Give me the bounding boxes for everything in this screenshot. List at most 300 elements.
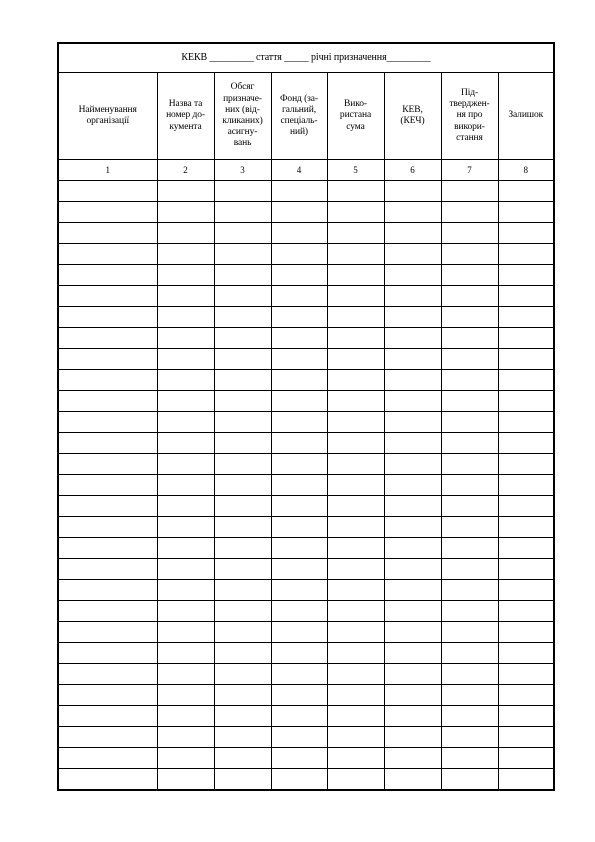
entry-cell[interactable] (384, 747, 441, 768)
entry-cell[interactable] (498, 327, 554, 348)
entry-cell[interactable] (157, 369, 214, 390)
entry-cell[interactable] (214, 180, 271, 201)
table-row (58, 222, 554, 243)
column-header-line: номер до- (166, 110, 205, 121)
entry-cell[interactable] (214, 348, 271, 369)
column-header-8 (498, 73, 554, 159)
entry-cell[interactable] (58, 348, 157, 369)
entry-cell[interactable] (157, 285, 214, 306)
entry-cell[interactable] (214, 243, 271, 264)
column-header-line: тверджен- (449, 99, 490, 110)
entry-cell[interactable] (58, 474, 157, 495)
entry-cell[interactable] (271, 453, 327, 474)
entry-cell[interactable] (327, 663, 384, 684)
entry-cell[interactable] (271, 306, 327, 327)
entry-cell[interactable] (58, 558, 157, 579)
entry-cell[interactable] (214, 705, 271, 726)
entry-cell[interactable] (498, 537, 554, 558)
entry-cell[interactable] (327, 768, 384, 790)
entry-cell[interactable] (157, 516, 214, 537)
entry-cell[interactable] (498, 516, 554, 537)
entry-cell[interactable] (384, 705, 441, 726)
entry-cell[interactable] (58, 306, 157, 327)
entry-cell[interactable] (441, 537, 498, 558)
entry-cell[interactable] (327, 201, 384, 222)
entry-cell[interactable] (271, 474, 327, 495)
entry-cell[interactable] (58, 516, 157, 537)
entry-cell[interactable] (441, 663, 498, 684)
table-row (58, 201, 554, 222)
column-header-line: організації (86, 116, 130, 126)
column-header-line: Вико- (344, 99, 367, 110)
entry-cell[interactable] (271, 243, 327, 264)
entry-cell[interactable] (327, 600, 384, 621)
table-row (58, 474, 554, 495)
entry-cell[interactable] (498, 726, 554, 747)
entry-cell[interactable] (441, 747, 498, 768)
entry-cell[interactable] (58, 453, 157, 474)
entry-cell[interactable] (214, 684, 271, 705)
entry-cell[interactable] (384, 390, 441, 411)
entry-cell[interactable] (384, 201, 441, 222)
column-header-line: призначе- (223, 93, 262, 104)
entry-cell[interactable] (271, 537, 327, 558)
entry-cell[interactable] (214, 474, 271, 495)
entry-cell[interactable] (327, 642, 384, 663)
entry-cell[interactable] (157, 432, 214, 453)
entry-cell[interactable] (441, 411, 498, 432)
entry-cell[interactable] (157, 243, 214, 264)
table-row (58, 432, 554, 453)
entry-cell[interactable] (214, 201, 271, 222)
table-row (58, 180, 554, 201)
table-row (58, 243, 554, 264)
entry-cell[interactable] (441, 495, 498, 516)
entry-cell[interactable] (58, 747, 157, 768)
entry-cell[interactable] (327, 516, 384, 537)
entry-cell[interactable] (271, 768, 327, 790)
entry-cell[interactable] (498, 453, 554, 474)
entry-cell[interactable] (384, 537, 441, 558)
entry-cell[interactable] (58, 222, 157, 243)
entry-cell[interactable] (384, 768, 441, 790)
entry-cell[interactable] (157, 705, 214, 726)
column-header-7 (441, 73, 498, 159)
entry-cell[interactable] (271, 705, 327, 726)
entry-cell[interactable] (327, 537, 384, 558)
entry-cell[interactable] (384, 579, 441, 600)
entry-cell[interactable] (271, 432, 327, 453)
entry-cell[interactable] (58, 663, 157, 684)
entry-cell[interactable] (157, 747, 214, 768)
column-header-line: викори- (454, 121, 485, 132)
column-header-line: (КЕЧ) (400, 116, 425, 126)
entry-cell[interactable] (327, 558, 384, 579)
entry-cell[interactable] (384, 306, 441, 327)
entry-cell[interactable] (271, 495, 327, 516)
entry-cell[interactable] (327, 306, 384, 327)
column-header-line: Під- (460, 88, 479, 98)
column-header-line: Найменування (78, 104, 137, 115)
column-number: 8 (498, 159, 554, 180)
entry-cell[interactable] (58, 201, 157, 222)
entry-cell[interactable] (157, 663, 214, 684)
column-header-line: Обсяг (230, 82, 255, 93)
entry-cell[interactable] (441, 432, 498, 453)
entry-cell[interactable] (498, 201, 554, 222)
entry-cell[interactable] (384, 600, 441, 621)
entry-cell[interactable] (498, 180, 554, 201)
entry-cell[interactable] (271, 642, 327, 663)
table-row (58, 705, 554, 726)
entry-cell[interactable] (58, 495, 157, 516)
entry-cell[interactable] (214, 516, 271, 537)
column-header-line: КЕВ, (402, 104, 423, 115)
column-header-6 (384, 73, 441, 159)
entry-cell[interactable] (214, 453, 271, 474)
entry-cell[interactable] (498, 768, 554, 790)
column-header-line: Залишок (508, 110, 544, 121)
entry-cell[interactable] (327, 390, 384, 411)
table-row (58, 306, 554, 327)
entry-cell[interactable] (157, 348, 214, 369)
entry-cell[interactable] (498, 642, 554, 663)
entry-cell[interactable] (498, 663, 554, 684)
column-header-line: кумента (169, 121, 202, 132)
entry-cell[interactable] (214, 411, 271, 432)
entry-cell[interactable] (214, 600, 271, 621)
entry-cell[interactable] (214, 768, 271, 790)
entry-cell[interactable] (271, 264, 327, 285)
entry-cell[interactable] (214, 432, 271, 453)
ledger-form (57, 42, 553, 791)
entry-cell[interactable] (214, 663, 271, 684)
entry-cell[interactable] (157, 621, 214, 642)
entry-cell[interactable] (441, 642, 498, 663)
entry-cell[interactable] (327, 222, 384, 243)
entry-cell[interactable] (271, 516, 327, 537)
table-row (58, 348, 554, 369)
entry-cell[interactable] (157, 600, 214, 621)
entry-cell[interactable] (58, 726, 157, 747)
entry-cell[interactable] (58, 390, 157, 411)
entry-cell[interactable] (498, 432, 554, 453)
entry-cell[interactable] (498, 558, 554, 579)
entry-cell[interactable] (214, 726, 271, 747)
entry-cell[interactable] (441, 621, 498, 642)
entry-cell[interactable] (214, 306, 271, 327)
entry-cell[interactable] (58, 705, 157, 726)
entry-cell[interactable] (498, 621, 554, 642)
entry-cell[interactable] (214, 621, 271, 642)
entry-cell[interactable] (271, 348, 327, 369)
entry-cell[interactable] (214, 285, 271, 306)
entry-cell[interactable] (58, 537, 157, 558)
column-header-line: ристана (339, 110, 372, 121)
entry-cell[interactable] (157, 474, 214, 495)
column-number: 7 (441, 159, 498, 180)
header-row (58, 73, 554, 159)
entry-cell[interactable] (58, 684, 157, 705)
table-row (58, 264, 554, 285)
entry-cell[interactable] (441, 726, 498, 747)
entry-cell[interactable] (271, 558, 327, 579)
entry-cell[interactable] (58, 180, 157, 201)
entry-cell[interactable] (157, 201, 214, 222)
table-row (58, 600, 554, 621)
column-number: 6 (384, 159, 441, 180)
entry-cell[interactable] (498, 579, 554, 600)
entry-cell[interactable] (384, 411, 441, 432)
entry-cell[interactable] (157, 768, 214, 790)
entry-cell[interactable] (327, 180, 384, 201)
table-row (58, 453, 554, 474)
entry-cell[interactable] (58, 432, 157, 453)
entry-cell[interactable] (441, 684, 498, 705)
entry-cell[interactable] (58, 768, 157, 790)
entry-cell[interactable] (214, 390, 271, 411)
entry-cell[interactable] (384, 432, 441, 453)
entry-cell[interactable] (441, 348, 498, 369)
entry-cell[interactable] (441, 264, 498, 285)
entry-cell[interactable] (327, 726, 384, 747)
entry-cell[interactable] (157, 558, 214, 579)
entry-cell[interactable] (384, 222, 441, 243)
entry-cell[interactable] (327, 348, 384, 369)
entry-cell[interactable] (271, 684, 327, 705)
entry-cell[interactable] (384, 558, 441, 579)
entry-cell[interactable] (327, 243, 384, 264)
entry-cell[interactable] (498, 474, 554, 495)
entry-cell[interactable] (58, 579, 157, 600)
entry-cell[interactable] (214, 747, 271, 768)
entry-cell[interactable] (214, 495, 271, 516)
entry-cell[interactable] (327, 285, 384, 306)
entry-cell[interactable] (271, 600, 327, 621)
entry-cell[interactable] (58, 600, 157, 621)
column-header-line: спеціаль- (280, 116, 318, 126)
entry-cell[interactable] (498, 369, 554, 390)
entry-cell[interactable] (327, 474, 384, 495)
entry-cell[interactable] (498, 264, 554, 285)
table-row (58, 726, 554, 747)
entry-cell[interactable] (441, 558, 498, 579)
entry-cell[interactable] (58, 285, 157, 306)
column-header-line: Назва та (168, 99, 203, 110)
entry-cell[interactable] (441, 579, 498, 600)
entry-cell[interactable] (214, 558, 271, 579)
entry-cell[interactable] (327, 579, 384, 600)
column-header-line: вань (233, 138, 252, 149)
entry-cell[interactable] (271, 411, 327, 432)
entry-cell[interactable] (384, 474, 441, 495)
entry-cell[interactable] (214, 222, 271, 243)
entry-cell[interactable] (157, 453, 214, 474)
entry-cell[interactable] (441, 768, 498, 790)
entry-cell[interactable] (498, 306, 554, 327)
column-number-row (58, 159, 554, 180)
entry-cell[interactable] (441, 474, 498, 495)
entry-cell[interactable] (271, 180, 327, 201)
entry-cell[interactable] (58, 411, 157, 432)
entry-cell[interactable] (214, 264, 271, 285)
entry-cell[interactable] (157, 306, 214, 327)
entry-cell[interactable] (498, 600, 554, 621)
entry-cell[interactable] (271, 663, 327, 684)
entry-cell[interactable] (384, 621, 441, 642)
column-header-line: ня про (456, 110, 483, 121)
entry-cell[interactable] (327, 621, 384, 642)
column-header-line: гальний, (281, 104, 317, 115)
column-header-1 (58, 73, 157, 159)
entry-cell[interactable] (441, 516, 498, 537)
entry-cell[interactable] (214, 327, 271, 348)
table-row (58, 684, 554, 705)
entry-cell[interactable] (327, 411, 384, 432)
entry-cell[interactable] (271, 621, 327, 642)
entry-cell[interactable] (384, 285, 441, 306)
table-row (58, 390, 554, 411)
entry-cell[interactable] (441, 327, 498, 348)
entry-cell[interactable] (157, 642, 214, 663)
column-header-line: них (від- (225, 104, 260, 115)
entry-cell[interactable] (384, 726, 441, 747)
entry-cell[interactable] (441, 390, 498, 411)
entry-cell[interactable] (384, 495, 441, 516)
entry-cell[interactable] (498, 222, 554, 243)
entry-cell[interactable] (384, 642, 441, 663)
entry-cell[interactable] (157, 411, 214, 432)
entry-cell[interactable] (58, 369, 157, 390)
column-header-line: сума (346, 121, 365, 132)
entry-cell[interactable] (498, 243, 554, 264)
entry-cell[interactable] (157, 390, 214, 411)
entry-cell[interactable] (384, 180, 441, 201)
entry-cell[interactable] (498, 495, 554, 516)
entry-cell[interactable] (157, 180, 214, 201)
entry-cell[interactable] (271, 726, 327, 747)
entry-cell[interactable] (441, 222, 498, 243)
entry-cell[interactable] (498, 705, 554, 726)
entry-cell[interactable] (271, 222, 327, 243)
entry-cell[interactable] (384, 243, 441, 264)
column-number: 5 (327, 159, 384, 180)
entry-cell[interactable] (327, 453, 384, 474)
entry-cell[interactable] (327, 747, 384, 768)
column-header-line: Фонд (за- (280, 93, 318, 104)
entry-cell[interactable] (441, 600, 498, 621)
entry-cell[interactable] (214, 642, 271, 663)
entry-cell[interactable] (58, 243, 157, 264)
table-row (58, 285, 554, 306)
entry-cell[interactable] (384, 453, 441, 474)
entry-cell[interactable] (441, 180, 498, 201)
entry-cell[interactable] (58, 642, 157, 663)
entry-cell[interactable] (498, 285, 554, 306)
entry-cell[interactable] (384, 684, 441, 705)
column-header-5 (327, 73, 384, 159)
entry-cell[interactable] (327, 495, 384, 516)
entry-cell[interactable] (441, 285, 498, 306)
entry-cell[interactable] (157, 264, 214, 285)
entry-cell[interactable] (384, 663, 441, 684)
entry-cell[interactable] (214, 369, 271, 390)
entry-cell[interactable] (384, 327, 441, 348)
table-row (58, 369, 554, 390)
entry-cell[interactable] (58, 264, 157, 285)
entry-cell[interactable] (157, 222, 214, 243)
entry-cell[interactable] (327, 327, 384, 348)
entry-cell[interactable] (441, 243, 498, 264)
entry-cell[interactable] (157, 495, 214, 516)
entry-cell[interactable] (271, 390, 327, 411)
table-row (58, 663, 554, 684)
column-number: 2 (157, 159, 214, 180)
column-header-line: асигну- (227, 127, 258, 138)
entry-cell[interactable] (58, 327, 157, 348)
table-row (58, 768, 554, 790)
entry-cell[interactable] (441, 306, 498, 327)
table-row (58, 411, 554, 432)
entry-cell[interactable] (498, 747, 554, 768)
entry-cell[interactable] (441, 453, 498, 474)
column-header-line: стання (456, 132, 483, 143)
entry-cell[interactable] (271, 327, 327, 348)
table-row (58, 558, 554, 579)
table-row (58, 516, 554, 537)
entry-cell[interactable] (271, 285, 327, 306)
entry-cell[interactable] (327, 369, 384, 390)
entry-cell[interactable] (271, 747, 327, 768)
entry-cell[interactable] (384, 264, 441, 285)
entry-cell[interactable] (327, 684, 384, 705)
entry-cell[interactable] (271, 579, 327, 600)
entry-cell[interactable] (157, 579, 214, 600)
entry-cell[interactable] (157, 537, 214, 558)
entry-cell[interactable] (58, 621, 157, 642)
entry-cell[interactable] (384, 516, 441, 537)
entry-cell[interactable] (384, 348, 441, 369)
entry-cell[interactable] (157, 327, 214, 348)
column-header-line: кликаних) (222, 116, 263, 126)
column-header-3 (214, 73, 271, 159)
entry-cell[interactable] (157, 684, 214, 705)
entry-cell[interactable] (441, 201, 498, 222)
table-row (58, 747, 554, 768)
entry-cell[interactable] (498, 348, 554, 369)
table-row (58, 642, 554, 663)
entry-cell[interactable] (214, 579, 271, 600)
entry-cell[interactable] (327, 264, 384, 285)
entry-cell[interactable] (157, 726, 214, 747)
entry-cell[interactable] (498, 411, 554, 432)
column-header-4 (271, 73, 327, 159)
entry-cell[interactable] (271, 201, 327, 222)
entry-cell[interactable] (271, 369, 327, 390)
entry-cell[interactable] (327, 432, 384, 453)
entry-cell[interactable] (498, 390, 554, 411)
entry-cell[interactable] (214, 537, 271, 558)
entry-cell[interactable] (441, 705, 498, 726)
table-row (58, 579, 554, 600)
table-row (58, 327, 554, 348)
ledger-table (57, 42, 555, 791)
entry-cell[interactable] (441, 369, 498, 390)
entry-cell[interactable] (384, 369, 441, 390)
entry-cell[interactable] (327, 705, 384, 726)
entry-cell[interactable] (498, 684, 554, 705)
table-row (58, 495, 554, 516)
